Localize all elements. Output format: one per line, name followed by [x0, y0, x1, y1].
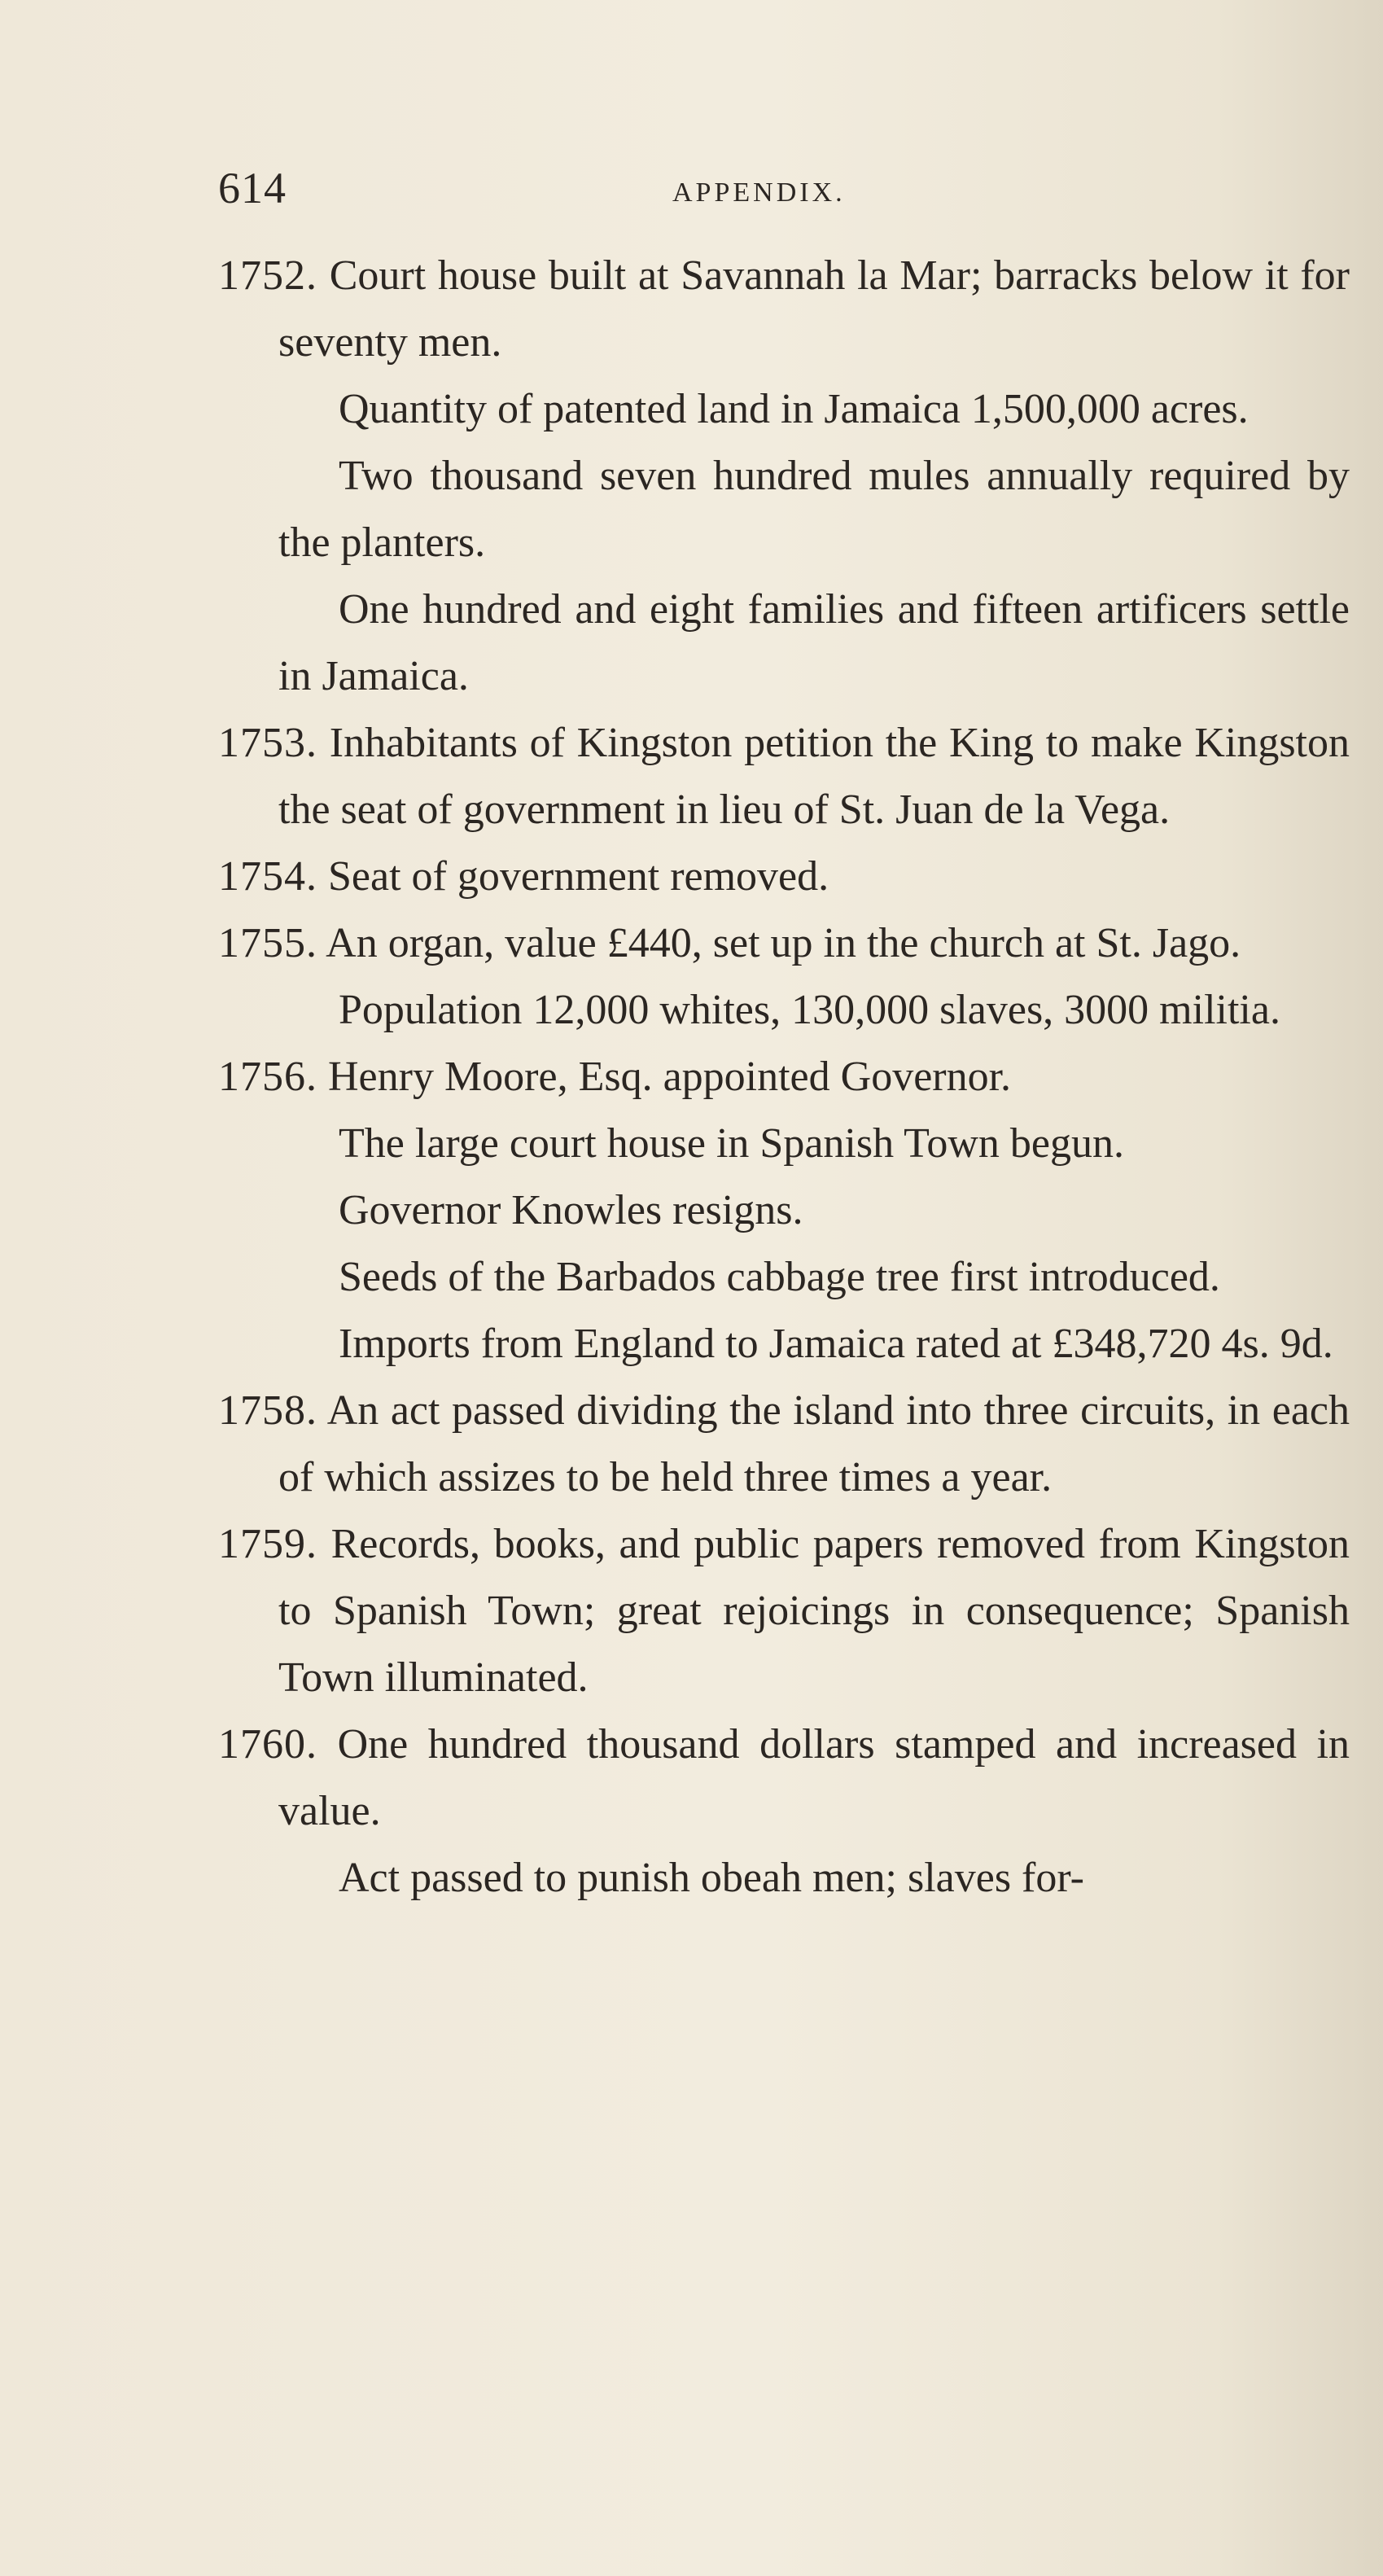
- page-header: [218, 163, 1358, 228]
- chronology-entry: [218, 1044, 1350, 1111]
- entry-year: 1758.: [218, 1387, 317, 1434]
- chronology-entry: [218, 1511, 1350, 1711]
- entry-text: Seat of government removed.: [328, 853, 829, 900]
- chronology-paragraph: The large court house in Spanish Town begun.: [339, 1120, 1124, 1167]
- chronology-paragraph: Seeds of the Barbados cabbage tree first introduced.: [339, 1254, 1220, 1300]
- entry-text: Inhabitants of Kingston petition the King to make Kingston the seat of government in lieu of St. Juan de la Vega.: [278, 720, 1350, 833]
- entry-year: 1755.: [218, 920, 317, 966]
- running-head: APPENDIX.: [672, 177, 846, 208]
- chronology-entry: [218, 910, 1350, 977]
- chronology-paragraph: Imports from England to Jamaica rated at £348,720 4s. 9d.: [339, 1321, 1333, 1367]
- entry-year: 1753.: [218, 720, 317, 766]
- entry-text: One hundred thousand dollars stamped and increased in value.: [278, 1721, 1350, 1834]
- chronology-paragraph: Governor Knowles resigns.: [339, 1187, 803, 1233]
- entry-text: Henry Moore, Esq. appointed Governor.: [328, 1054, 1012, 1100]
- entry-year: 1752.: [218, 252, 317, 299]
- entry-text: An act passed dividing the island into three circuits, in each of which assizes to be held three times a year.: [278, 1387, 1350, 1500]
- entry-text: Court house built at Savannah la Mar; barracks below it for seventy men.: [278, 252, 1350, 366]
- entry-year: 1759.: [218, 1521, 317, 1567]
- chronology-entry: [218, 1378, 1350, 1511]
- entry-year: 1756.: [218, 1054, 317, 1100]
- chronology-entry: [218, 1711, 1350, 1845]
- chronology-entry: [218, 243, 1350, 376]
- entry-year: 1754.: [218, 853, 317, 900]
- entry-text: An organ, value £440, set up in the church at St. Jago.: [326, 920, 1241, 966]
- entry-year: 1760.: [218, 1721, 317, 1768]
- chronology-paragraph: Two thousand seven hundred mules annually required by the planters.: [278, 453, 1350, 566]
- chronology-paragraph: Quantity of patented land in Jamaica 1,500,000 acres.: [339, 386, 1249, 432]
- chronology-paragraph: Population 12,000 whites, 130,000 slaves, 3000 militia.: [339, 987, 1280, 1033]
- chronology-paragraph: Act passed to punish obeah men; slaves for-: [339, 1855, 1084, 1901]
- appendix-chronology: [218, 243, 1350, 1912]
- chronology-entry: [218, 843, 1350, 910]
- chronology-entry: [218, 710, 1350, 843]
- page-number: 614: [218, 164, 287, 212]
- entry-text: Records, books, and public papers removed from Kingston to Spanish Town; great rejoicings in consequence; Spanish Town illuminated.: [278, 1521, 1350, 1701]
- chronology-paragraph: One hundred and eight families and fifteen artificers settle in Jamaica.: [278, 586, 1350, 699]
